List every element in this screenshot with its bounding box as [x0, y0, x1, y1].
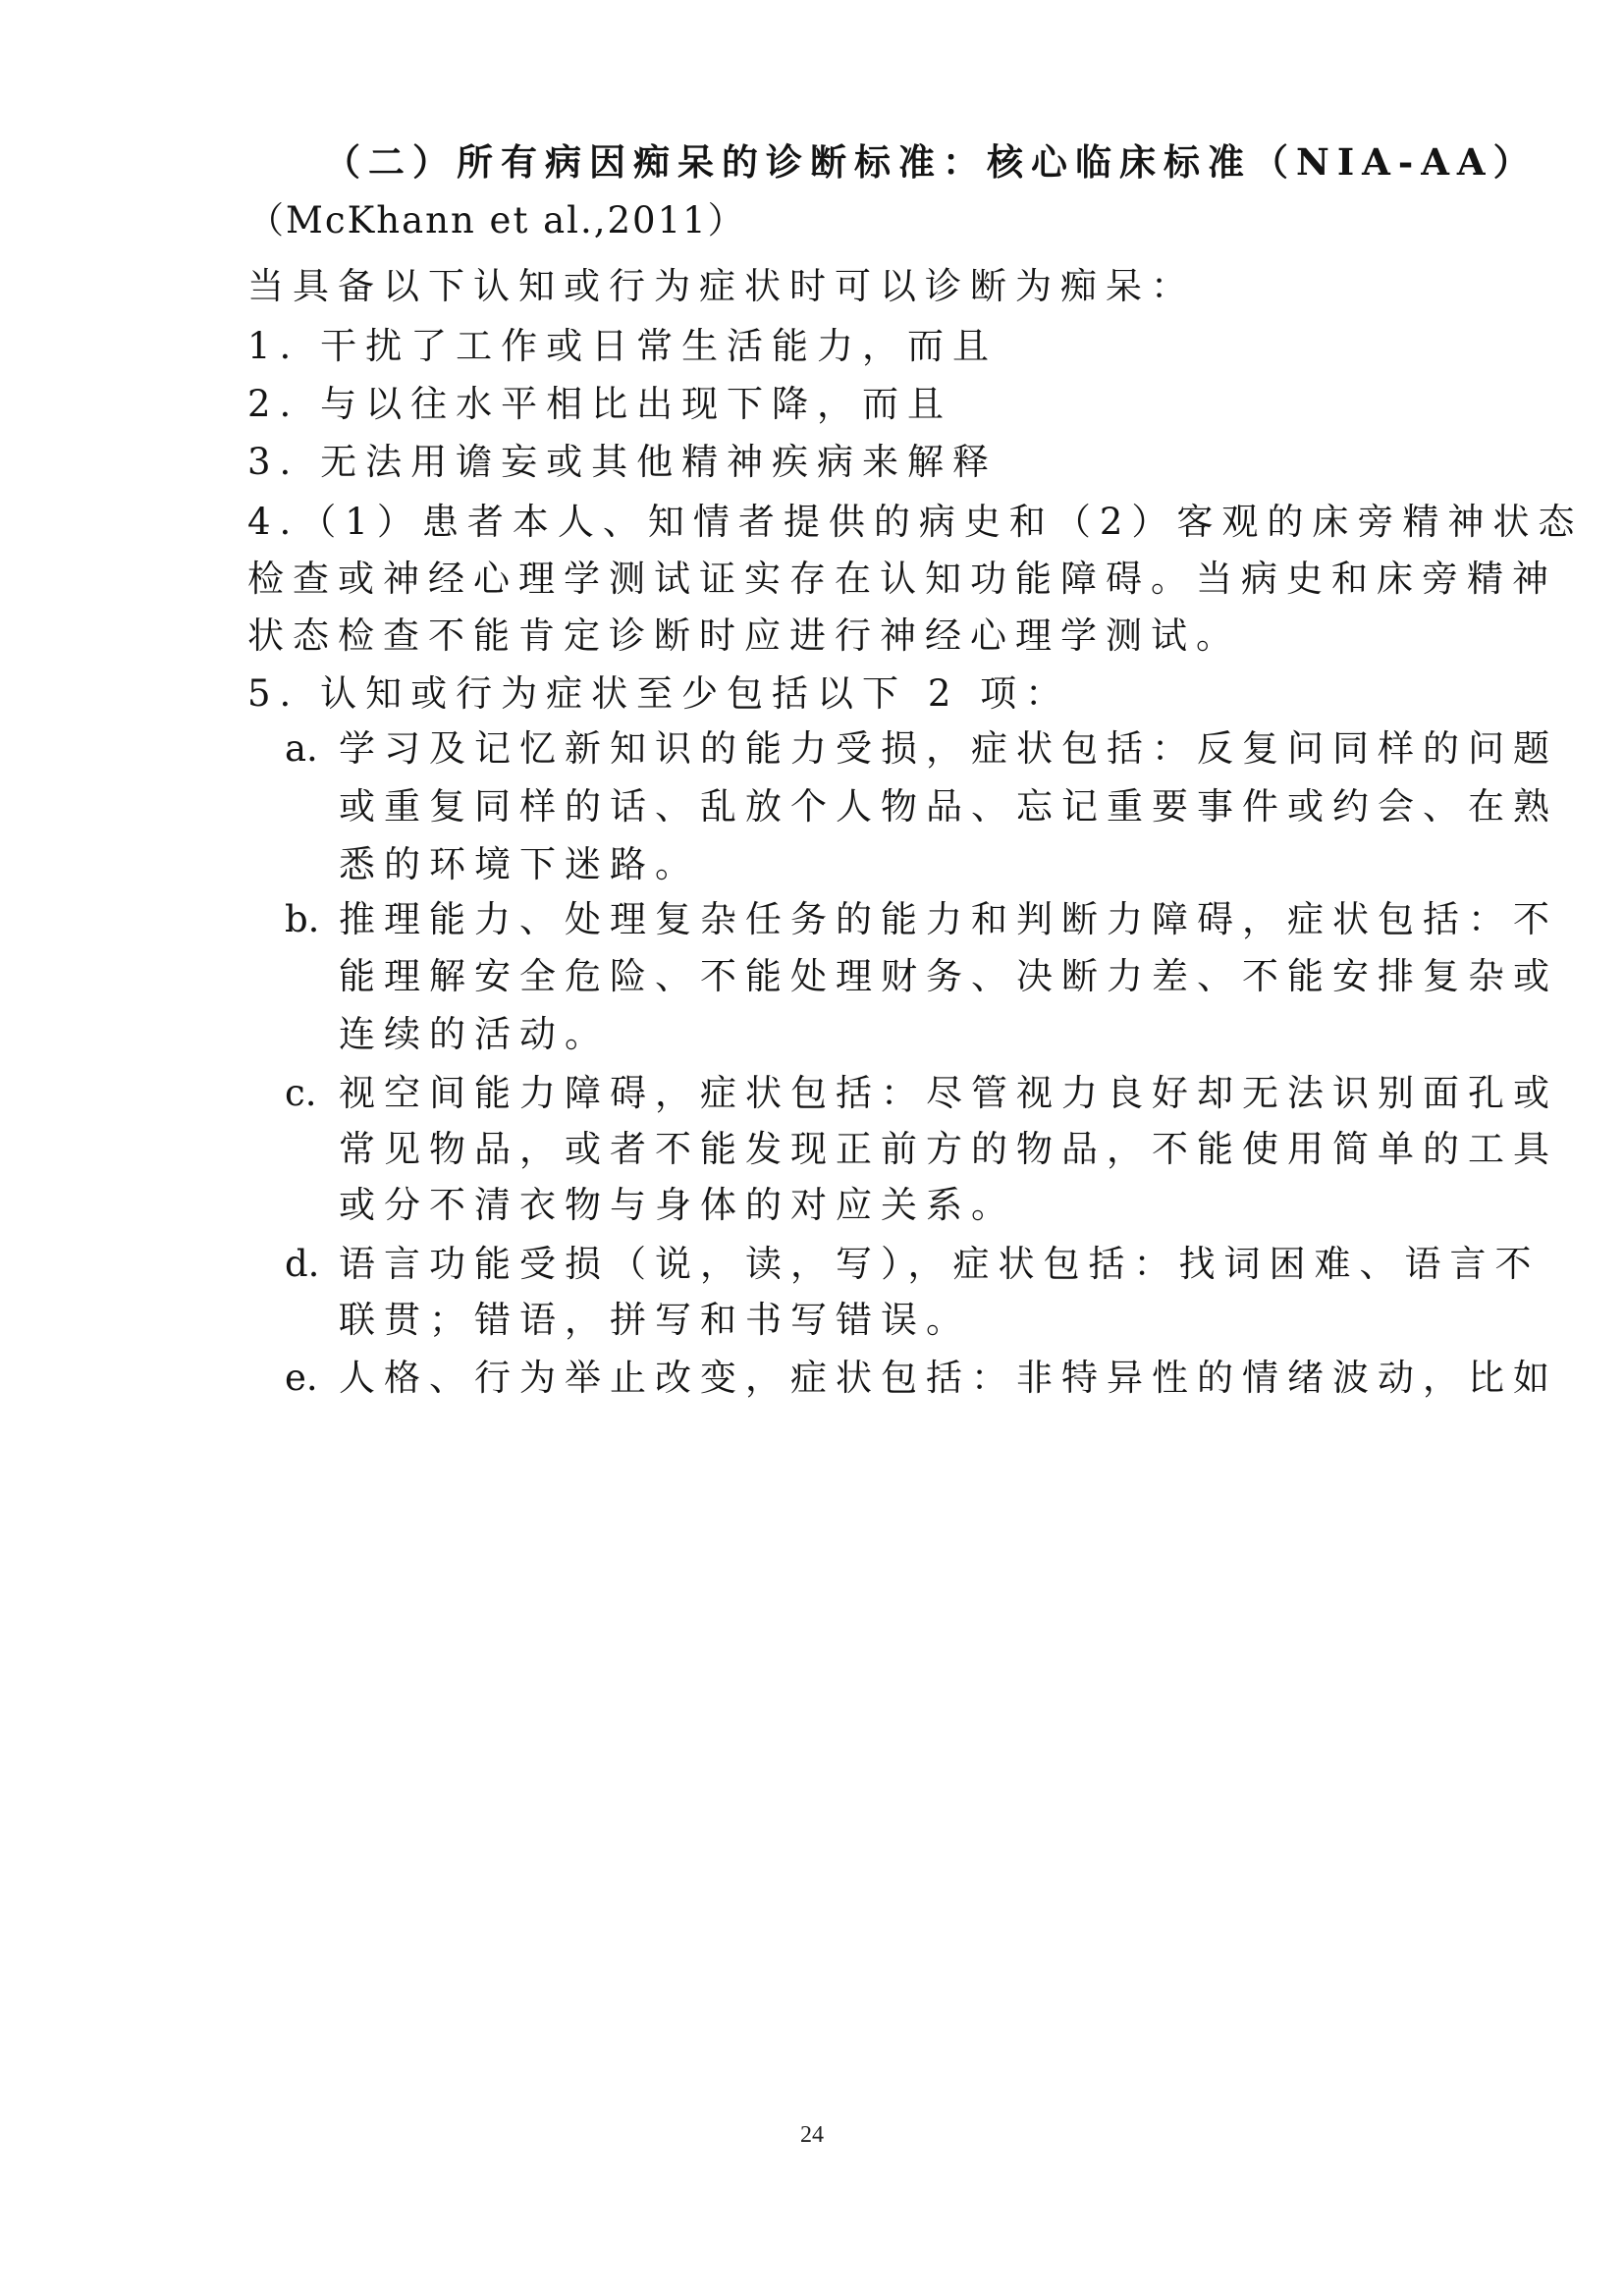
section-heading: （二）所有病因痴呆的诊断标准：核心临床标准（NIA-AA） — [324, 140, 1538, 184]
subitem-a-label: a. — [285, 727, 318, 770]
list-item-4-line-1: 4.（1）患者本人、知情者提供的病史和（2）客观的床旁精神状态 — [247, 501, 1584, 543]
citation: （McKhann et al.,2011） — [247, 199, 746, 241]
subitem-c-line-3: 或分不清衣物与身体的对应关系。 — [339, 1184, 1016, 1226]
subitem-b-line-1 — [285, 898, 1558, 941]
list-item-3: 3. 无法用谵妄或其他精神疾病来解释 — [247, 441, 999, 483]
subitem-b-line-3: 连续的活动。 — [339, 1013, 610, 1055]
subitem-c-text: 视空间能力障碍，症状包括：尽管视力良好却无法识别面孔或 — [339, 1072, 1558, 1114]
page-number: 24 — [800, 2122, 824, 2148]
subitem-a-text: 学习及记忆新知识的能力受损，症状包括：反复问同样的问题 — [339, 727, 1558, 770]
subitem-e-label: e. — [285, 1357, 318, 1399]
subitem-c-line-1 — [285, 1072, 1558, 1115]
subitem-a-line-1 — [285, 727, 1558, 771]
subitem-b-line-2: 能理解安全危险、不能处理财务、决断力差、不能安排复杂或 — [339, 955, 1558, 997]
subitem-a-line-2: 或重复同样的话、乱放个人物品、忘记重要事件或约会、在熟 — [339, 785, 1558, 828]
subitem-e-line-1 — [285, 1357, 1558, 1400]
subitem-d-line-2: 联贯；错语，拼写和书写错误。 — [339, 1299, 971, 1341]
subitem-b-text: 推理能力、处理复杂任务的能力和判断力障碍，症状包括：不 — [339, 898, 1558, 940]
list-item-1: 1. 干扰了工作或日常生活能力，而且 — [247, 325, 999, 367]
subitem-d-text: 语言功能受损（说，读，写），症状包括：找词困难、语言不 — [339, 1243, 1541, 1285]
subitem-c-line-2: 常见物品，或者不能发现正前方的物品，不能使用简单的工具 — [339, 1128, 1558, 1170]
intro-paragraph: 当具备以下认知或行为症状时可以诊断为痴呆： — [247, 265, 1196, 307]
subitem-c-label: c. — [285, 1072, 317, 1114]
subitem-a-line-3: 悉的环境下迷路。 — [339, 843, 700, 885]
subitem-b-label: b. — [285, 898, 320, 940]
list-item-2: 2. 与以往水平相比出现下降，而且 — [247, 383, 953, 425]
list-item-4-line-3: 状态检查不能肯定诊断时应进行神经心理学测试。 — [247, 614, 1241, 657]
subitem-e-text: 人格、行为举止改变，症状包括：非特异性的情绪波动，比如 — [339, 1357, 1558, 1399]
subitem-d-line-1 — [285, 1243, 1541, 1286]
list-item-5: 5. 认知或行为症状至少包括以下 2 项： — [247, 672, 1071, 715]
subitem-d-label: d. — [285, 1243, 320, 1285]
list-item-4-line-2: 检查或神经心理学测试证实存在认知功能障碍。当病史和床旁精神 — [247, 558, 1557, 600]
